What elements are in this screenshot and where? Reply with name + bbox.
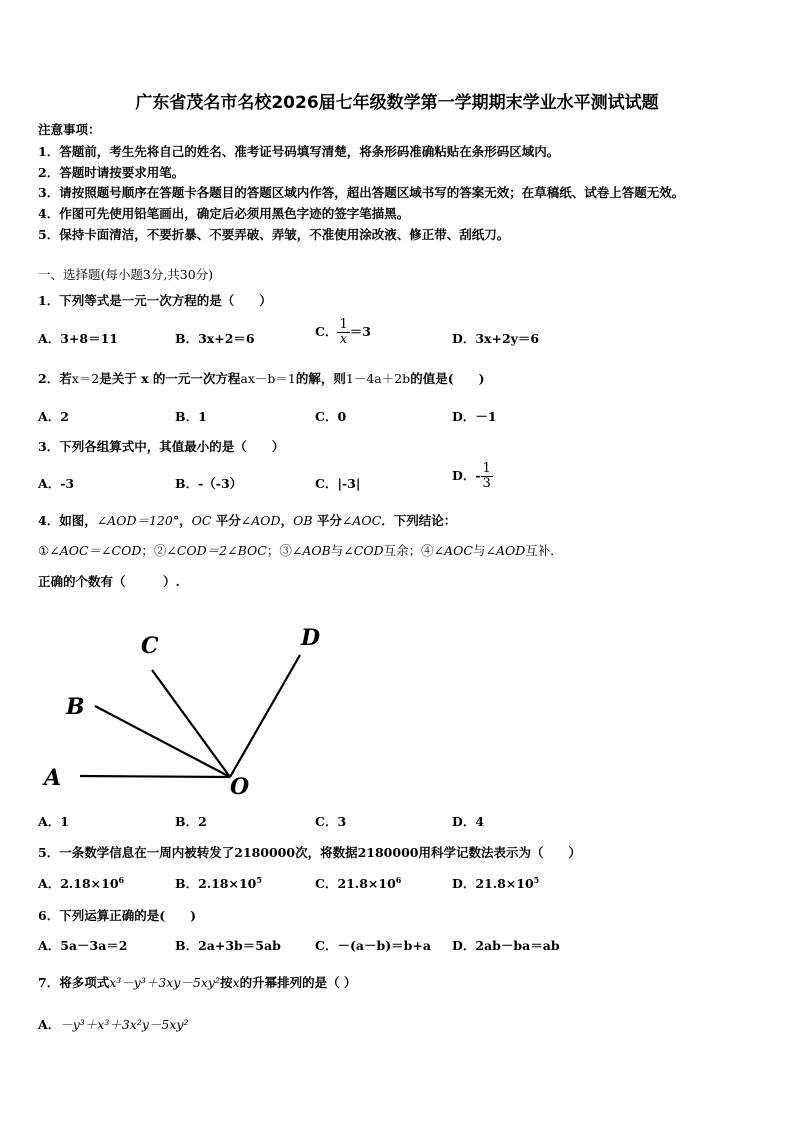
q5-option-d [452,874,539,892]
q1-option-a: A．3+8＝11 [38,331,118,346]
q4-text: 与 [472,543,486,558]
q7-option-a-label: A． [38,1017,61,1032]
question-5-stem: 5．一条数学信息在一周内被转发了2180000次，将数据2180000用科学记数法表示为（ ） [38,845,581,860]
q3-option-c: C．|-3| [315,476,361,491]
q6-option-d: D．2ab－ba＝ab [452,938,560,953]
label-b: B [66,694,85,720]
q5-b-base: B．2.18×10 [175,876,257,891]
q3-option-b: B．-（-3） [175,476,243,491]
fraction-denominator: 3 [482,476,491,491]
note-item: 2．答题时请按要求用笔。 [38,165,185,180]
q2-option-b: B．1 [175,409,207,424]
q6-option-a: A．5a－3a＝2 [38,938,128,953]
q4-option-c: C．3 [315,814,347,829]
q2-math: 1－4a＋2b [345,371,411,386]
note-item: 3．请按照题号顺序在答题卡各题目的答题区域内作答，超出答题区域书写的答案无效；在草稿纸、试卷上答题无效。 [38,185,685,200]
q2-option-a: A．2 [38,409,69,424]
q5-option-c [315,874,401,892]
q4-math: ∠COD＝2∠BOC [166,543,267,558]
q4-text: ， [280,513,294,528]
q3-option-d-label: D．- [452,468,481,483]
q3-option-a: A．-3 [38,476,75,491]
q4-text: ．下列结论： [381,513,457,528]
q1-option-c-label: C． [315,324,338,339]
fraction-denominator: x [339,332,348,347]
note-item: 5．保持卡面清洁，不要折暴、不要弄破、弄皱，不准使用涂改液、修正带、刮纸刀。 [38,227,510,242]
question-4-stem [38,511,456,529]
q4-math: OB [293,513,313,528]
label-a: A [44,765,62,791]
ray-ob [95,706,230,777]
question-4-ask: 正确的个数有（ ）. [38,574,180,589]
q4-text: ， [179,513,192,528]
question-7-stem [38,973,356,991]
q1-option-c [315,318,371,347]
q2-text: 是关于 x 的一元一次方程 [99,371,241,386]
q6-option-b: B．2a+3b＝5ab [175,938,281,953]
q5-a-base: A．2.18×10 [38,876,119,891]
q5-d-exponent: 5 [533,874,540,885]
q4-math: ∠COD [343,543,384,558]
q4-text: 与 [330,543,344,558]
label-d: D [301,625,321,651]
note-item: 4．作图可先使用铅笔画出，确定后必须用黑色字迹的签字笔描黑。 [38,206,410,221]
q5-c-exponent: 6 [395,874,402,885]
q4-math: ∠AOC＝∠COD [49,543,142,558]
q4-text: ① [38,543,50,558]
q4-text: 互余；④ [383,543,434,558]
q2-option-c: C．0 [315,409,347,424]
q5-option-b [175,874,262,892]
q5-c-base: C．21.8×10 [315,876,396,891]
q4-text: 平分 [312,513,342,528]
angle-figure [0,610,360,805]
q5-d-base: D．21.8×10 [452,876,534,891]
q4-math: ∠AOB [291,543,331,558]
q7-option-a [38,1015,189,1033]
q4-text: 互补． [525,543,563,558]
q4-math: OC [191,513,212,528]
q2-math: x＝2 [71,371,100,386]
q5-a-exponent: 6 [118,874,125,885]
q5-option-a [38,874,124,892]
ray-od [230,655,300,777]
ray-oa [80,776,230,777]
q2-option-d: D．－1 [452,409,497,424]
q4-math: ∠AOC [341,513,382,528]
fraction-numerator: 1 [339,317,348,332]
question-3-stem: 3．下列各组算式中，其值最小的是（ ） [38,439,285,454]
page-title: 广东省茂名市名校2026届七年级数学第一学期期末学业水平测试试题 [135,93,659,113]
q2-math: ax－b＝1 [240,371,296,386]
q7-text: 7．将多项式 [38,975,110,990]
notes-heading: 注意事项： [38,122,101,137]
q7-variable: x [232,975,240,990]
q1-option-d: D．3x+2y＝6 [452,331,540,346]
q4-text: ；③ [266,543,292,558]
q4-math: ∠AOC [433,543,473,558]
q1-option-b: B．3x+2＝6 [175,331,255,346]
fraction [481,462,493,491]
fraction-numerator: 1 [482,461,491,476]
q3-option-d [452,462,493,491]
section-heading: 一、选择题(每小题3分,共30分) [38,267,214,282]
q2-text: 的值是( ) [410,371,485,386]
note-item: 1．答题前，考生先将自己的姓名、准考证号码填写清楚，将条形码准确粘贴在条形码区域内。 [38,144,560,159]
q1-option-c-tail: ＝3 [349,324,371,339]
question-4-conclusions [38,541,563,559]
q4-math: ∠AOD＝120° [96,513,180,528]
question-1-stem: 1．下列等式是一元一次方程的是（ ） [38,293,272,308]
ray-oc [152,670,230,777]
q4-text: 平分 [211,513,241,528]
q4-text: 4．如图， [38,513,97,528]
q4-math: ∠AOD [240,513,281,528]
q7-text: 的升幂排列的是（ ） [239,975,357,990]
question-2-stem [38,369,485,387]
q2-text: 2．若 [38,371,72,386]
q6-option-c: C．－(a－b)＝b+a [315,938,431,953]
q7-option-a-expression: －y³＋x³＋3x²y－5xy² [60,1017,189,1032]
q4-option-b: B．2 [175,814,207,829]
q7-polynomial: x³－y³＋3xy－5xy² [109,975,220,990]
q4-text: ；② [141,543,167,558]
q7-text: 按 [219,975,233,990]
q4-option-d: D．4 [452,814,485,829]
label-o: O [230,774,250,800]
fraction [337,318,349,347]
q4-math: ∠AOD [485,543,526,558]
q5-b-exponent: 5 [256,874,262,885]
label-c: C [141,633,159,659]
q2-text: 的解，则 [295,371,346,386]
q4-option-a: A．1 [38,814,69,829]
question-6-stem: 6．下列运算正确的是( ) [38,908,197,923]
